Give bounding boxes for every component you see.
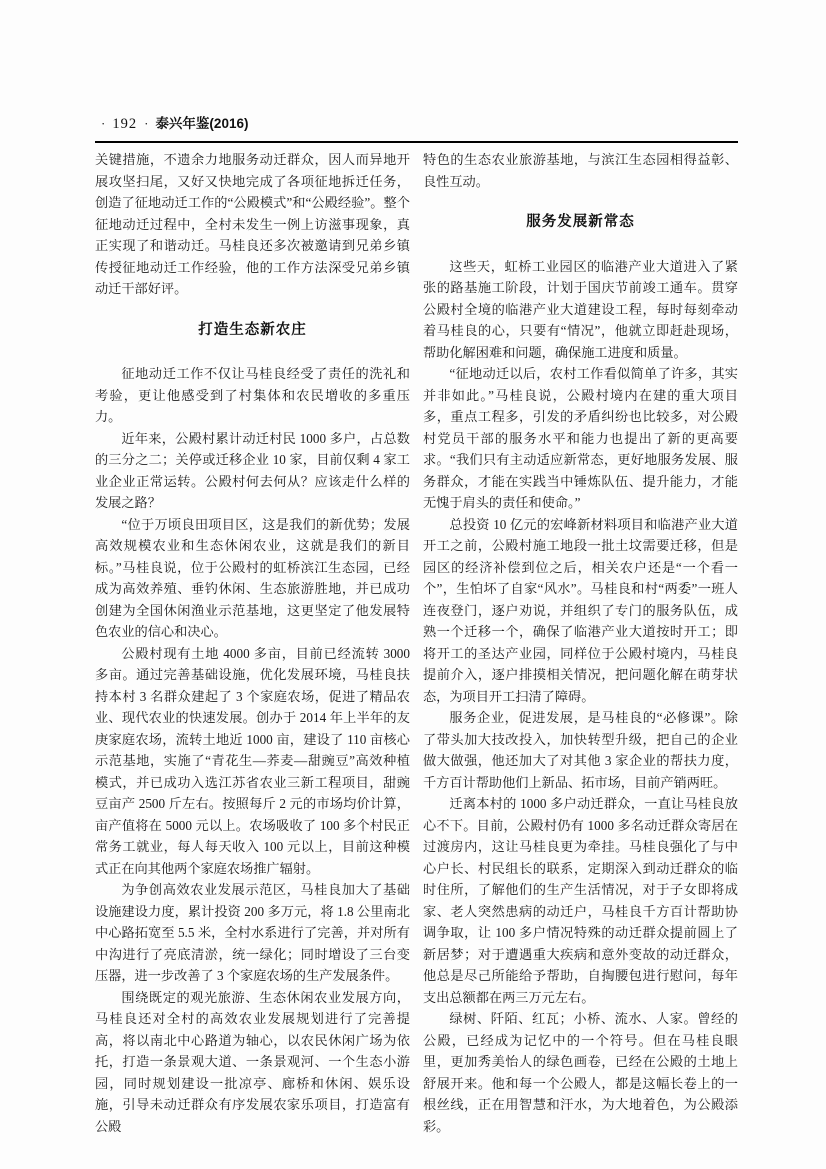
header-dot-icon: · bbox=[101, 116, 106, 131]
page-number: 192 bbox=[112, 116, 138, 132]
header-divider bbox=[95, 141, 738, 143]
paragraph: 为争创高效农业发展示范区，马桂良加大了基础设施建设力度，累计投资 200 多万元，将 1.8 公里南北中心路拓宽至 5.5 米，全村水系进行了完善，并对所有中沟进行了亮底清淤，统一绿化；同时增设了三台变压器，进一步改善了 3 个家庭农场的生产发展条件。 bbox=[95, 882, 410, 983]
paragraph: “位于万顷良田项目区，这是我们的新优势；发展高效规模农业和生态休闲农业，这就是我们的新目标。”马桂良说，位于公殿村的虹桥滨江生态园，已经成为高效养殖、垂钓休闲、生态旅游胜地，并已成功创建为全国休闲渔业示范基地，这更坚定了他发展特色农业的信心和决心。 bbox=[95, 516, 410, 639]
page-header bbox=[95, 116, 738, 132]
book-title: 泰兴年鉴(2016) bbox=[155, 116, 249, 131]
paragraph-continuation: 关键措施，不遗余力地服务动迁群众，因人而异地开展攻坚扫尾，又好又快地完成了各项征地拆迁任务，创造了征地动迁工作的“公殿模式”和“公殿经验”。整个征地动迁过程中，全村未发生一例上访滋事现象，真正实现了和谐动迁。马桂良还多次被邀请到兄弟乡镇传授征地动迁工作经验，他的工作方法深受兄弟乡镇动迁干部好评。 bbox=[95, 152, 410, 296]
paragraph: “征地动迁以后，农村工作看似简单了许多，其实并非如此。”马桂良说，公殿村境内在建的重大项目多，重点工程多，引发的矛盾纠纷也比较多，对公殿村党员干部的服务水平和能力也提出了新的更高要求。“我们只有主动适应新常态，更好地服务发展、服务群众，才能在实践当中锤炼队伍、提升能力，才能无愧于肩头的责任和使命。” bbox=[423, 366, 738, 510]
header-dot-icon: · bbox=[144, 116, 149, 131]
paragraph: 近年来，公殿村累计动迁村民 1000 多户，占总数的三分之二；关停或迁移企业 10 家，目前仅剩 4 家工业企业正常运转。公殿村何去何从？应该走什么样的发展之路？ bbox=[95, 430, 410, 510]
paragraph: 服务企业，促进发展，是马桂良的“必修课”。除了带头加大技改投入，加快转型升级，把自己的企业做大做强，他还加大了对其他 3 家企业的帮扶力度，千方百计帮助他们上新品、拓市场，目前产销两旺。 bbox=[423, 710, 738, 790]
paragraph: 这些天，虹桥工业园区的临港产业大道进入了紧张的路基施工阶段，计划于国庆节前竣工通车。贯穿公殿村全境的临港产业大道建设工程，每时每刻牵动着马桂良的心，只要有“情况”，他就立即赶赴现场，帮助化解困难和问题，确保施工进度和质量。 bbox=[423, 258, 738, 360]
section-heading-eco-farm: 打造生态新农庄 bbox=[198, 321, 307, 338]
two-column-body bbox=[95, 149, 738, 1137]
paragraph: 公殿村现有土地 4000 多亩，目前已经流转 3000 多亩。通过完善基础设施，优化发展环境，马桂良扶持本村 3 名群众建起了 3 个家庭农场，促进了精品农业、现代农业的快速发展。创办于 2014 年上半年的友庚家庭农场，流转土地近 1000 亩，建设了 110 亩核心示范基地，实施了“青花生—荞麦—甜豌豆”高效种植模式，并已成功入选江苏省农业三新工程项目，甜豌豆亩产 2500 斤左右。按照每斤 2 元的市场均价计算，亩产值将在 5000 元以上。农场吸收了 100 多个村民正常务工就业，每人每天收入 100 元以上，目前这种模式正在向其他两个家庭农场推广辐射。 bbox=[95, 645, 410, 876]
paragraph: 围绕既定的观光旅游、生态休闲农业发展方向，马桂良还对全村的高效农业发展规划进行了完善提高，将以南北中心路道为轴心，以农民休闲广场为依托，打造一条景观大道、一条景观河、一个生态小游园，同时规划建设一批凉亭、廊桥和休闲、娱乐设施，引导未动迁群众有序发展农家乐项目，打造富有公殿 bbox=[95, 989, 410, 1134]
page-content bbox=[95, 116, 738, 1137]
paragraph: 征地动迁工作不仅让马桂良经受了责任的洗礼和考验，更让他感受到了村集体和农民增收的多重压力。 bbox=[95, 366, 410, 424]
right-column bbox=[423, 149, 738, 1137]
paragraph: 绿树、阡陌、红瓦；小桥、流水、人家。曾经的公殿，已经成为记忆中的一个符号。但在马桂良眼里，更加秀美怡人的绿色画卷，已经在公殿的土地上舒展开来。他和每一个公殿人，都是这幅长卷上的一根丝线，正在用智慧和汗水，为大地着色，为公殿添彩。 bbox=[423, 1011, 738, 1134]
paragraph: 迁离本村的 1000 多户动迁群众，一直让马桂良放心不下。目前，公殿村仍有 1000 多名动迁群众寄居在过渡房内，这让马桂良更为牵挂。马桂良强化了与中心户长、村民组长的联系，定期深入到动迁群众的临时住所，了解他们的生产生活情况，对于子女即将成家、老人突然患病的动迁户，马桂良千方百计帮助协调争取，让 100 多户情况特殊的动迁群众提前圆上了新居梦；对于遭遇重大疾病和意外变故的动迁群众，他总是尽己所能给予帮助，自掏腰包进行慰问，每年支出总额都在两三万元左右。 bbox=[423, 796, 738, 1005]
section-heading-new-normal: 服务发展新常态 bbox=[526, 214, 635, 230]
paragraph-continuation: 特色的生态农业旅游基地，与滨江生态园相得益彰、良性互动。 bbox=[423, 152, 738, 189]
paragraph: 总投资 10 亿元的宏峰新材料项目和临港产业大道开工之前，公殿村施工地段一批土坟需要迁移，但是园区的经济补偿到位之后，相关农户还是“一个看一个”，生怕坏了自家“风水”。马桂良和村“两委”一班人连夜登门，逐户劝说，并组织了专门的服务队伍，成熟一个迁移一个，确保了临港产业大道按时开工；即将开工的圣达产业园，同样位于公殿村境内，马桂良提前介入，逐户排摸相关情况，把问题化解在萌芽状态，为项目开工扫清了障碍。 bbox=[423, 516, 738, 704]
left-column bbox=[95, 149, 410, 1137]
